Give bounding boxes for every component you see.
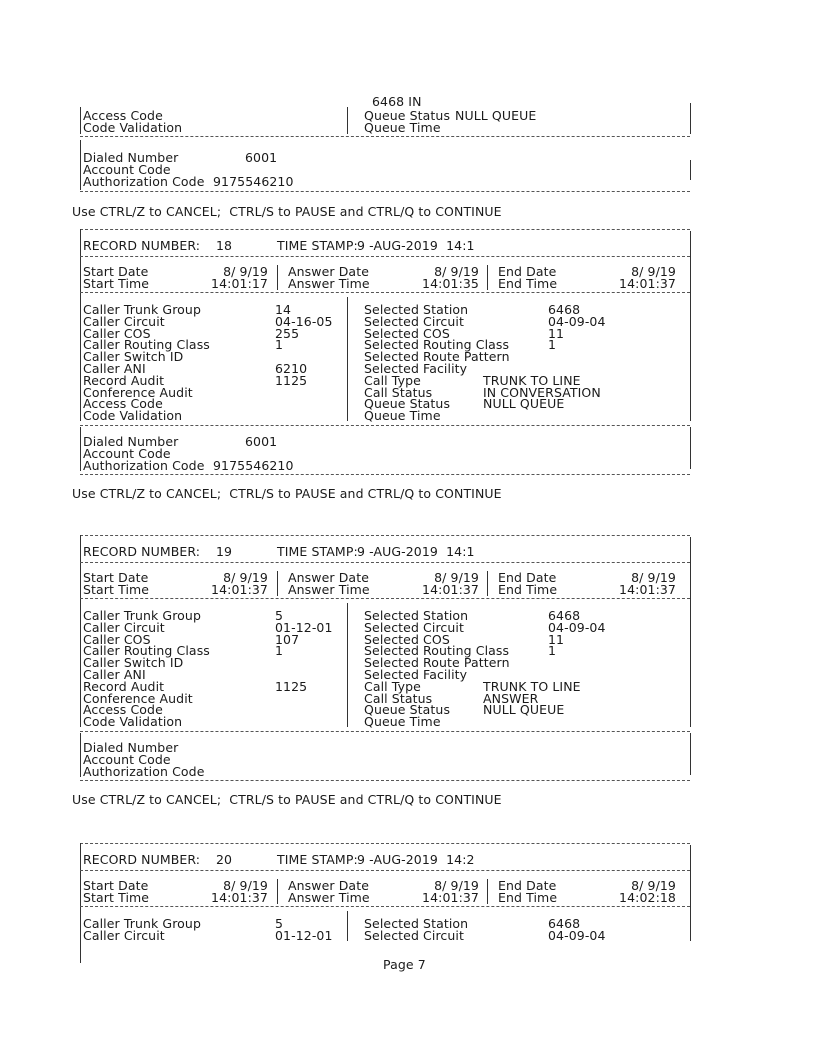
row-divider <box>80 191 690 192</box>
row-divider <box>80 731 690 732</box>
caller-field-label: Code Validation <box>83 714 183 729</box>
end-time-value: 14:02:18 <box>619 890 676 905</box>
selected-field-value: 6468 <box>548 916 581 931</box>
answer-time-label: Answer Time <box>288 890 370 905</box>
field-label: Dialed Number <box>83 150 179 165</box>
caller-field-label: Caller Circuit <box>83 928 165 943</box>
selected-field-label: Selected Station <box>364 302 469 317</box>
record-number-label: RECORD NUMBER: <box>83 238 201 253</box>
table-border <box>690 845 691 913</box>
table-border <box>690 295 691 421</box>
table-border <box>347 107 348 134</box>
caller-field-label: Access Code <box>83 702 163 717</box>
record-number-value: 18 <box>216 238 233 253</box>
table-border <box>690 537 691 605</box>
selected-field-value: NULL QUEUE <box>483 702 565 717</box>
caller-field-value: 04-16-05 <box>275 314 333 329</box>
start-date-value: 8/ 9/19 <box>223 264 268 279</box>
table-border <box>80 601 81 727</box>
row-divider <box>80 870 690 871</box>
field-label: Queue Status <box>364 108 451 123</box>
selected-field-label: Call Type <box>364 373 421 388</box>
selected-field-label: Selected Circuit <box>364 314 464 329</box>
caller-field-value: 5 <box>275 916 284 931</box>
dialed-number-value: 6001 <box>245 434 278 449</box>
cancel-instructions: Use CTRL/Z to CANCEL; CTRL/S to PAUSE and CTRL/Q to CONTINUE <box>72 792 502 807</box>
caller-field-label: Record Audit <box>83 679 165 694</box>
record-number-label: RECORD NUMBER: <box>83 852 201 867</box>
end-date-value: 8/ 9/19 <box>631 264 676 279</box>
answer-time-label: Answer Time <box>288 582 370 597</box>
end-time-value: 14:01:37 <box>619 276 676 291</box>
row-divider <box>80 906 690 907</box>
end-date-value: 8/ 9/19 <box>631 570 676 585</box>
selected-field-value: 04-09-04 <box>548 928 606 943</box>
start-date-label: Start Date <box>83 570 149 585</box>
caller-field-label: Caller Trunk Group <box>83 302 201 317</box>
table-border <box>80 843 81 963</box>
selected-field-value: 1 <box>548 643 557 658</box>
dial-field-label: Account Code <box>83 752 171 767</box>
record-number-value: 20 <box>216 852 233 867</box>
selected-station-value: 6468 IN <box>372 94 422 109</box>
caller-field-value: 1 <box>275 337 284 352</box>
caller-field-label: Caller Trunk Group <box>83 608 201 623</box>
caller-field-label: Access Code <box>83 396 163 411</box>
record-top-border <box>80 535 690 536</box>
answer-time-value: 14:01:37 <box>422 582 479 597</box>
row-divider <box>80 598 690 599</box>
table-border <box>487 571 488 596</box>
table-border <box>690 160 691 180</box>
record-top-border <box>80 843 690 844</box>
selected-field-value: TRUNK TO LINE <box>483 373 581 388</box>
end-time-label: End Time <box>498 276 558 291</box>
start-time-label: Start Time <box>83 276 150 291</box>
selected-field-label: Selected Routing Class <box>364 337 510 352</box>
page-number: Page 7 <box>383 957 426 972</box>
selected-field-label: Call Type <box>364 679 421 694</box>
caller-field-label: Caller Routing Class <box>83 643 210 658</box>
selected-field-label: Selected Facility <box>364 361 468 376</box>
answer-date-value: 8/ 9/19 <box>434 570 479 585</box>
record-top-border <box>80 229 690 230</box>
authorization-code-value: 9175546210 <box>213 458 294 473</box>
table-border <box>277 265 278 290</box>
table-border <box>690 231 691 299</box>
answer-date-label: Answer Date <box>288 264 369 279</box>
row-divider <box>80 780 690 781</box>
table-border <box>487 265 488 290</box>
answer-date-value: 8/ 9/19 <box>434 264 479 279</box>
time-stamp-value: 9 -AUG-2019 14:1 <box>357 238 475 253</box>
caller-field-label: Caller Circuit <box>83 620 165 635</box>
selected-field-value: 11 <box>548 632 565 647</box>
caller-field-value: 01-12-01 <box>275 928 333 943</box>
end-time-label: End Time <box>498 582 558 597</box>
start-date-label: Start Date <box>83 264 149 279</box>
selected-field-label: Queue Status <box>364 396 451 411</box>
table-border <box>80 733 81 777</box>
field-label: Authorization Code <box>83 174 205 189</box>
answer-date-label: Answer Date <box>288 570 369 585</box>
dial-field-label: Authorization Code <box>83 458 205 473</box>
start-time-value: 14:01:37 <box>211 582 268 597</box>
time-stamp-value: 9 -AUG-2019 14:1 <box>357 544 475 559</box>
record-number-value: 19 <box>216 544 233 559</box>
start-time-label: Start Time <box>83 582 150 597</box>
answer-time-label: Answer Time <box>288 276 370 291</box>
caller-field-label: Conference Audit <box>83 385 193 400</box>
answer-time-value: 14:01:37 <box>422 890 479 905</box>
cancel-instructions: Use CTRL/Z to CANCEL; CTRL/S to PAUSE and CTRL/Q to CONTINUE <box>72 204 502 219</box>
selected-field-label: Selected COS <box>364 632 450 647</box>
selected-field-label: Selected Station <box>364 608 469 623</box>
dial-field-label: Account Code <box>83 446 171 461</box>
table-border <box>690 601 691 727</box>
field-label: Access Code <box>83 108 163 123</box>
caller-field-label: Caller Circuit <box>83 314 165 329</box>
selected-field-value: 6468 <box>548 608 581 623</box>
caller-field-label: Record Audit <box>83 373 165 388</box>
row-divider <box>80 425 690 426</box>
answer-time-value: 14:01:35 <box>422 276 479 291</box>
table-border <box>80 427 81 471</box>
selected-field-label: Queue Time <box>364 714 441 729</box>
selected-field-label: Call Status <box>364 691 433 706</box>
selected-field-label: Call Status <box>364 385 433 400</box>
cancel-instructions: Use CTRL/Z to CANCEL; CTRL/S to PAUSE and CTRL/Q to CONTINUE <box>72 486 502 501</box>
start-date-value: 8/ 9/19 <box>223 570 268 585</box>
selected-field-label: Selected Circuit <box>364 620 464 635</box>
start-date-label: Start Date <box>83 878 149 893</box>
selected-field-label: Selected Routing Class <box>364 643 510 658</box>
start-time-value: 14:01:17 <box>211 276 268 291</box>
caller-field-label: Caller ANI <box>83 667 146 682</box>
end-date-label: End Date <box>498 264 557 279</box>
selected-field-label: Selected Facility <box>364 667 468 682</box>
selected-field-value: ANSWER <box>483 691 539 706</box>
selected-field-value: 11 <box>548 326 565 341</box>
selected-field-value: IN CONVERSATION <box>483 385 601 400</box>
selected-field-value: 04-09-04 <box>548 620 606 635</box>
table-border <box>277 879 278 904</box>
record-number-label: RECORD NUMBER: <box>83 544 201 559</box>
authorization-code-value: 9175546210 <box>213 174 294 189</box>
caller-field-value: 14 <box>275 302 292 317</box>
row-divider <box>80 256 690 257</box>
selected-field-label: Selected Route Pattern <box>364 349 510 364</box>
dial-field-label: Authorization Code <box>83 764 205 779</box>
caller-field-value: 255 <box>275 326 300 341</box>
selected-field-label: Selected Route Pattern <box>364 655 510 670</box>
caller-field-label: Caller Switch ID <box>83 655 184 670</box>
dialed-number-value: 6001 <box>245 150 278 165</box>
table-border <box>277 571 278 596</box>
caller-field-value: 107 <box>275 632 300 647</box>
time-stamp-label: TIME STAMP: <box>277 852 358 867</box>
caller-field-value: 01-12-01 <box>275 620 333 635</box>
field-value: NULL QUEUE <box>455 108 537 123</box>
table-border <box>690 427 691 469</box>
selected-field-label: Selected Station <box>364 916 469 931</box>
caller-field-label: Caller COS <box>83 632 151 647</box>
table-border <box>487 879 488 904</box>
selected-field-value: NULL QUEUE <box>483 396 565 411</box>
selected-field-value: 1 <box>548 337 557 352</box>
table-border <box>347 603 348 727</box>
time-stamp-label: TIME STAMP: <box>277 238 358 253</box>
selected-field-label: Selected Circuit <box>364 928 464 943</box>
end-date-value: 8/ 9/19 <box>631 878 676 893</box>
end-date-label: End Date <box>498 878 557 893</box>
answer-date-value: 8/ 9/19 <box>434 878 479 893</box>
caller-field-value: 6210 <box>275 361 308 376</box>
table-border <box>347 911 348 941</box>
row-divider <box>80 474 690 475</box>
field-label: Queue Time <box>364 120 441 135</box>
caller-field-value: 5 <box>275 608 284 623</box>
selected-field-value: TRUNK TO LINE <box>483 679 581 694</box>
end-date-label: End Date <box>498 570 557 585</box>
selected-field-label: Queue Status <box>364 702 451 717</box>
field-label: Code Validation <box>83 120 183 135</box>
time-stamp-label: TIME STAMP: <box>277 544 358 559</box>
answer-date-label: Answer Date <box>288 878 369 893</box>
time-stamp-value: 9 -AUG-2019 14:2 <box>357 852 475 867</box>
caller-field-label: Caller Trunk Group <box>83 916 201 931</box>
table-border <box>80 107 81 134</box>
table-border <box>80 909 81 941</box>
caller-field-label: Caller Switch ID <box>83 349 184 364</box>
end-time-value: 14:01:37 <box>619 582 676 597</box>
caller-field-value: 1 <box>275 643 284 658</box>
caller-field-label: Conference Audit <box>83 691 193 706</box>
dial-field-label: Dialed Number <box>83 434 179 449</box>
row-divider <box>80 562 690 563</box>
caller-field-label: Caller COS <box>83 326 151 341</box>
table-border <box>690 103 691 134</box>
caller-field-label: Caller Routing Class <box>83 337 210 352</box>
caller-field-label: Code Validation <box>83 408 183 423</box>
row-divider <box>80 136 690 137</box>
selected-field-value: 6468 <box>548 302 581 317</box>
field-label: Account Code <box>83 162 171 177</box>
table-border <box>690 733 691 775</box>
start-time-label: Start Time <box>83 890 150 905</box>
start-time-value: 14:01:37 <box>211 890 268 905</box>
selected-field-label: Queue Time <box>364 408 441 423</box>
caller-field-value: 1125 <box>275 373 308 388</box>
table-border <box>347 297 348 421</box>
table-border <box>80 140 81 190</box>
table-border <box>80 295 81 421</box>
table-border <box>690 909 691 941</box>
caller-field-label: Caller ANI <box>83 361 146 376</box>
selected-field-value: 04-09-04 <box>548 314 606 329</box>
selected-field-label: Selected COS <box>364 326 450 341</box>
start-date-value: 8/ 9/19 <box>223 878 268 893</box>
row-divider <box>80 292 690 293</box>
dial-field-label: Dialed Number <box>83 740 179 755</box>
end-time-label: End Time <box>498 890 558 905</box>
caller-field-value: 1125 <box>275 679 308 694</box>
